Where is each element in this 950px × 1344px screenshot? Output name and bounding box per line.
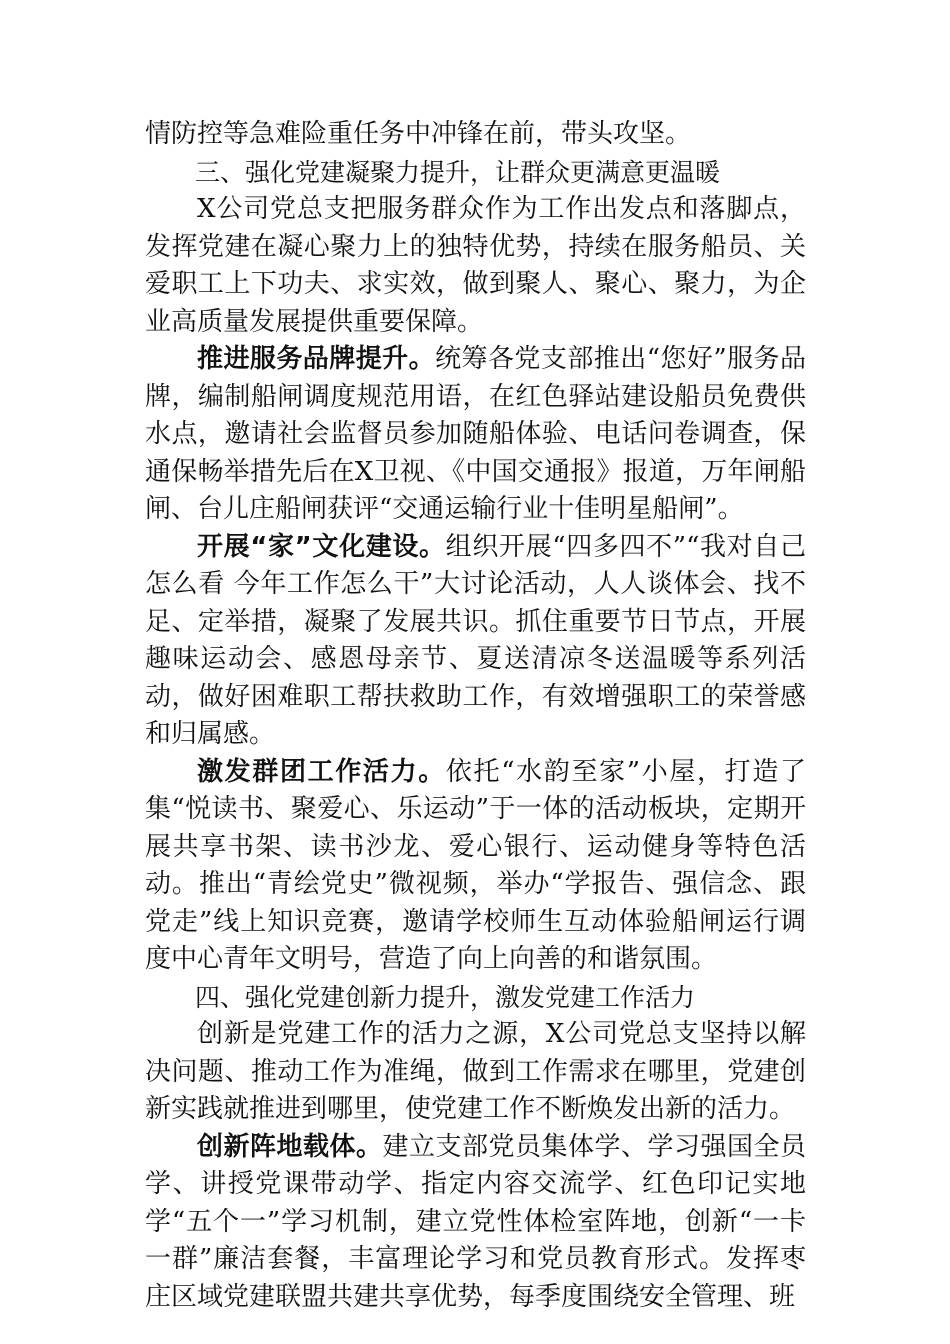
- paragraph-service-brand: [145, 341, 806, 529]
- paragraph-body: 建立支部党员集体学、学习强国全员学、讲授党课带动学、指定内容交流学、红色印记实地学“五个一”学习机制，建立党性体检室阵地，创新“一卡一群”廉洁套餐，丰富理论学习和党员教育形式。发挥枣庄区域党建联盟共建共享优势，每季度围绕安全管理、班: [145, 1131, 806, 1312]
- paragraph-lead: 推进服务品牌提升。: [197, 344, 436, 374]
- paragraph-lead: 创新阵地载体。: [197, 1131, 383, 1162]
- paragraph-body: 依托“水韵至家”小屋，打造了集“悦读书、聚爱心、乐运动”于一体的活动板块，定期开展共享书架、读书沙龙、爱心银行、运动健身等特色活动。推出“青绘党史”微视频，举办“学报告、强信念、跟党走”线上知识竞赛，邀请学校师生互动体验船闸运行调度中心青年文明号，营造了向上向善的和谐氛围。: [145, 756, 806, 974]
- paragraph-lead: 激发群团工作活力。: [197, 756, 446, 787]
- document-body: [145, 116, 806, 1316]
- paragraph-intro-4: 创新是党建工作的活力之源，X公司党总支坚持以解决问题、推动工作为准绳，做到工作需求在哪里，党建创新实践就推进到哪里，使党建工作不断焕发出新的活力。: [145, 1019, 806, 1124]
- section-heading-4: 四、强化党建创新力提升，激发党建工作活力: [195, 982, 696, 1012]
- paragraph-body: 组织开展“四多四不”“我对自己怎么看 今年工作怎么干”大讨论活动，人人谈体会、找不足、定举措，凝聚了发展共识。抓住重要节日节点，开展趣味运动会、感恩母亲节、夏送清凉冬送温暖等系列活动，做好困难职工帮扶救助工作，有效增强职工的荣誉感和归属感。: [145, 531, 806, 749]
- paragraph-innovation: [145, 1129, 806, 1317]
- paragraph-continued: 情防控等急难险重任务中冲锋在前，带头攻坚。: [145, 119, 692, 149]
- paragraph-body: 统筹各党支部推出“您好”服务品牌，编制船闸调度规范用语，在红色驿站建设船员免费供水点，邀请社会监督员参加随船体验、电话问卷调查，保通保畅举措先后在X卫视、《中国交通报》报道，万年闸船闸、台儿庄船闸获评“交通运输行业十佳明星船闸”。: [145, 344, 806, 524]
- paragraph-home-culture: [145, 529, 806, 754]
- paragraph-intro-3: X公司党总支把服务群众作为工作出发点和落脚点，发挥党建在凝心聚力上的独特优势，持续在服务船员、关爱职工上下功夫、求实效，做到聚人、聚心、聚力，为企业高质量发展提供重要保障。: [145, 194, 806, 337]
- paragraph-lead: 开展“家”文化建设。: [197, 531, 446, 562]
- paragraph-group-work: [145, 754, 806, 979]
- section-heading-3: 三、强化党建凝聚力提升，让群众更满意更温暖: [195, 157, 721, 187]
